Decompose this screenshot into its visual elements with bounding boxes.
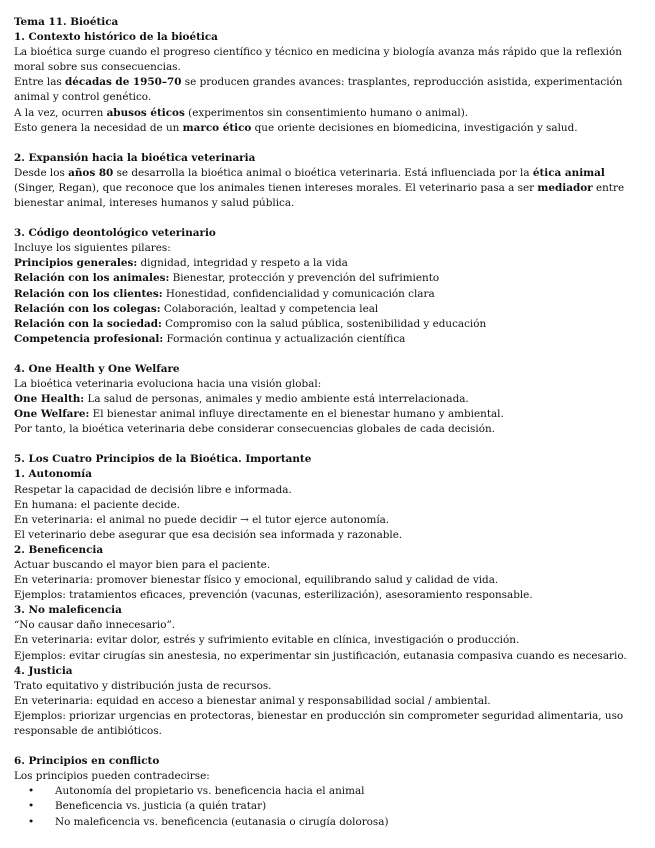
conflict-list: [14, 784, 641, 829]
section-6-heading: 6. Principios en conflicto: [14, 755, 160, 768]
code-pillar-item: Relación con los colegas: Colaboración, lealtad y competencia leal: [14, 302, 379, 315]
principle-text: Ejemplos: evitar cirugías sin anestesia, no experimentar sin justificación, eutanasia compasiva cuando es necesario.: [14, 649, 627, 662]
list-item: • Beneficencia vs. justicia (a quién tratar): [14, 799, 641, 814]
section-6-intro: Los principios pueden contradecirse:: [14, 770, 210, 783]
principle-text: Respetar la capacidad de decisión libre e informada.: [14, 483, 292, 496]
principle-justice-heading: 4. Justicia: [14, 664, 73, 677]
code-pillar-item: Principios generales: dignidad, integridad y respeto a la vida: [14, 257, 348, 270]
document-title: Tema 11. Bioética: [14, 16, 119, 28]
section-3-heading: 3. Código deontológico veterinario: [14, 227, 216, 240]
principle-text: Trato equitativo y distribución justa de recursos.: [14, 679, 272, 692]
section-2-paragraph: Desde los años 80 se desarrolla la bioética animal o bioética veterinaria. Está influenciada por la ética animal (Singer, Regan), que reconoce que los animales tienen intereses morales. El veterinario pasa a ser mediador entre bienestar animal, intereses humanos y salud pública.: [14, 166, 625, 210]
code-pillar-item: Competencia profesional: Formación continua y actualización científica: [14, 332, 406, 345]
section-1-paragraph-3: A la vez, ocurren abusos éticos (experimentos sin consentimiento humano o animal).: [14, 106, 469, 119]
principle-autonomy-heading: 1. Autonomía: [14, 468, 92, 481]
principle-non-maleficence-heading: 3. No maleficencia: [14, 604, 122, 617]
section-2-heading: 2. Expansión hacia la bioética veterinaria: [14, 151, 256, 164]
one-welfare-item: One Welfare: El bienestar animal influye directamente en el bienestar humano y ambiental.: [14, 408, 504, 421]
bullet-icon: •: [28, 785, 35, 798]
section-1-paragraph-1: La bioética surge cuando el progreso científico y técnico en medicina y biología avanza más rápido que la reflexión moral sobre sus consecuencias.: [14, 46, 622, 74]
principle-text: Ejemplos: priorizar urgencias en protectoras, bienestar en producción sin comprometer seguridad alimentaria, uso responsable de antibióticos.: [14, 709, 624, 738]
section-1-paragraph-2: Entre las décadas de 1950–70 se producen grandes avances: trasplantes, reproducción asistida, experimentación animal y control genético.: [14, 76, 623, 104]
section-1-heading: 1. Contexto histórico de la bioética: [14, 31, 218, 44]
principle-text: El veterinario debe asegurar que esa decisión sea informada y razonable.: [14, 528, 403, 541]
list-item: • No maleficencia vs. beneficencia (eutanasia o cirugía dolorosa): [14, 815, 641, 830]
principle-text: En veterinaria: equidad en acceso a bienestar animal y responsabilidad social / ambiental.: [14, 694, 491, 707]
section-4-intro: La bioética veterinaria evoluciona hacia una visión global:: [14, 377, 322, 390]
section-4-heading: 4. One Health y One Welfare: [14, 362, 180, 375]
principle-text: En humana: el paciente decide.: [14, 498, 180, 511]
section-5-heading: 5. Los Cuatro Principios de la Bioética. Importante: [14, 453, 312, 466]
code-pillar-item: Relación con los animales: Bienestar, protección y prevención del sufrimiento: [14, 272, 440, 285]
principle-text: “No causar daño innecesario”.: [14, 619, 176, 632]
principle-text: Actuar buscando el mayor bien para el paciente.: [14, 559, 271, 571]
bullet-icon: •: [28, 815, 35, 828]
principle-text: En veterinaria: el animal no puede decidir → el tutor ejerce autonomía.: [14, 513, 390, 526]
one-health-item: One Health: La salud de personas, animales y medio ambiente está interrelacionada.: [14, 393, 469, 406]
principle-beneficence-heading: 2. Beneficencia: [14, 543, 104, 556]
section-1-paragraph-4: Esto genera la necesidad de un marco ético que oriente decisiones en biomedicina, investigación y salud.: [14, 121, 578, 134]
section-3-intro: Incluye los siguientes pilares:: [14, 242, 171, 255]
principle-text: Ejemplos: tratamientos eficaces, prevención (vacunas, esterilización), asesoramiento responsable.: [14, 589, 533, 602]
section-4-closing: Por tanto, la bioética veterinaria debe considerar consecuencias globales de cada decisión.: [14, 423, 495, 436]
code-pillar-item: Relación con la sociedad: Compromiso con la salud pública, sostenibilidad y educación: [14, 317, 487, 330]
principle-text: En veterinaria: promover bienestar físico y emocional, equilibrando salud y calidad de vida.: [14, 574, 499, 587]
principle-text: En veterinaria: evitar dolor, estrés y sufrimiento evitable en clínica, investigación o producción.: [14, 634, 520, 647]
code-pillar-item: Relación con los clientes: Honestidad, confidencialidad y comunicación clara: [14, 287, 435, 300]
bullet-icon: •: [28, 800, 35, 813]
list-item: • Autonomía del propietario vs. beneficencia hacia el animal: [14, 784, 641, 799]
